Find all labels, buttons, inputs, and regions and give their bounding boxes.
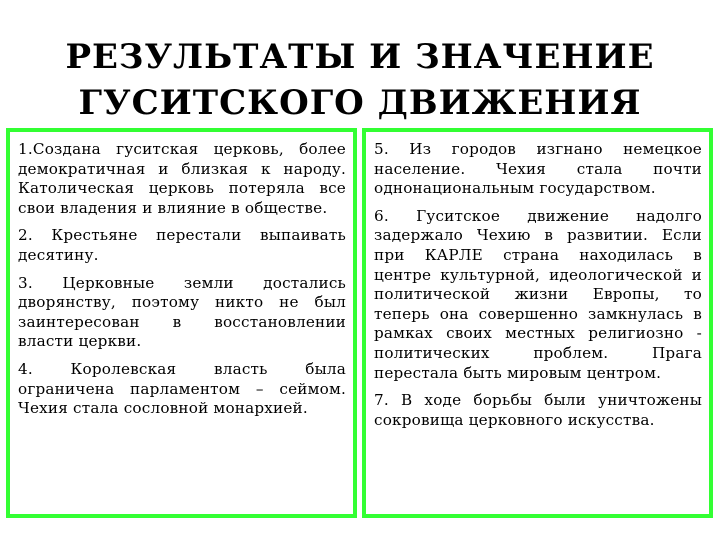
- result-item-5: 5. Из городов изгнано немецкое население. Чехия стала почти однонациональным государством.: [374, 140, 702, 198]
- result-item-3: 3. Церковные земли достались дворянству, поэтому никто не был заинтересован в восстановлении власти церкви.: [18, 273, 346, 351]
- left-text-panel: [6, 128, 357, 518]
- result-item-7: 7. В ходе борьбы были уничтожены сокровища церковного искусства.: [374, 391, 702, 429]
- slide-title: [0, 34, 720, 126]
- result-item-4: 4. Королевская власть была ограничена парламентом – сеймом. Чехия стала сословной монархией.: [18, 359, 346, 418]
- slide-title-line-1: РЕЗУЛЬТАТЫ И ЗНАЧЕНИЕ: [65, 37, 655, 77]
- right-text-panel: [362, 128, 713, 518]
- result-item-6: 6. Гуситское движение надолго задержало Чехию в развитии. Если при КАРЛЕ страна находилась в центре культурной, идеологической и политической жизни Европы, то теперь она совершенно замкнулась в рамках своих местных религиозно - политических проблем. Прага перестала быть мировым центром.: [374, 206, 702, 382]
- result-item-1: 1.Создана гуситская церковь, более демократичная и близкая к народу. Католическая церковь потеряла все свои владения и влияние в обществе.: [18, 140, 346, 217]
- result-item-2: 2. Крестьяне перестали выпаивать десятину.: [18, 226, 346, 264]
- slide-title-line-2: ГУСИТСКОГО ДВИЖЕНИЯ: [78, 83, 642, 123]
